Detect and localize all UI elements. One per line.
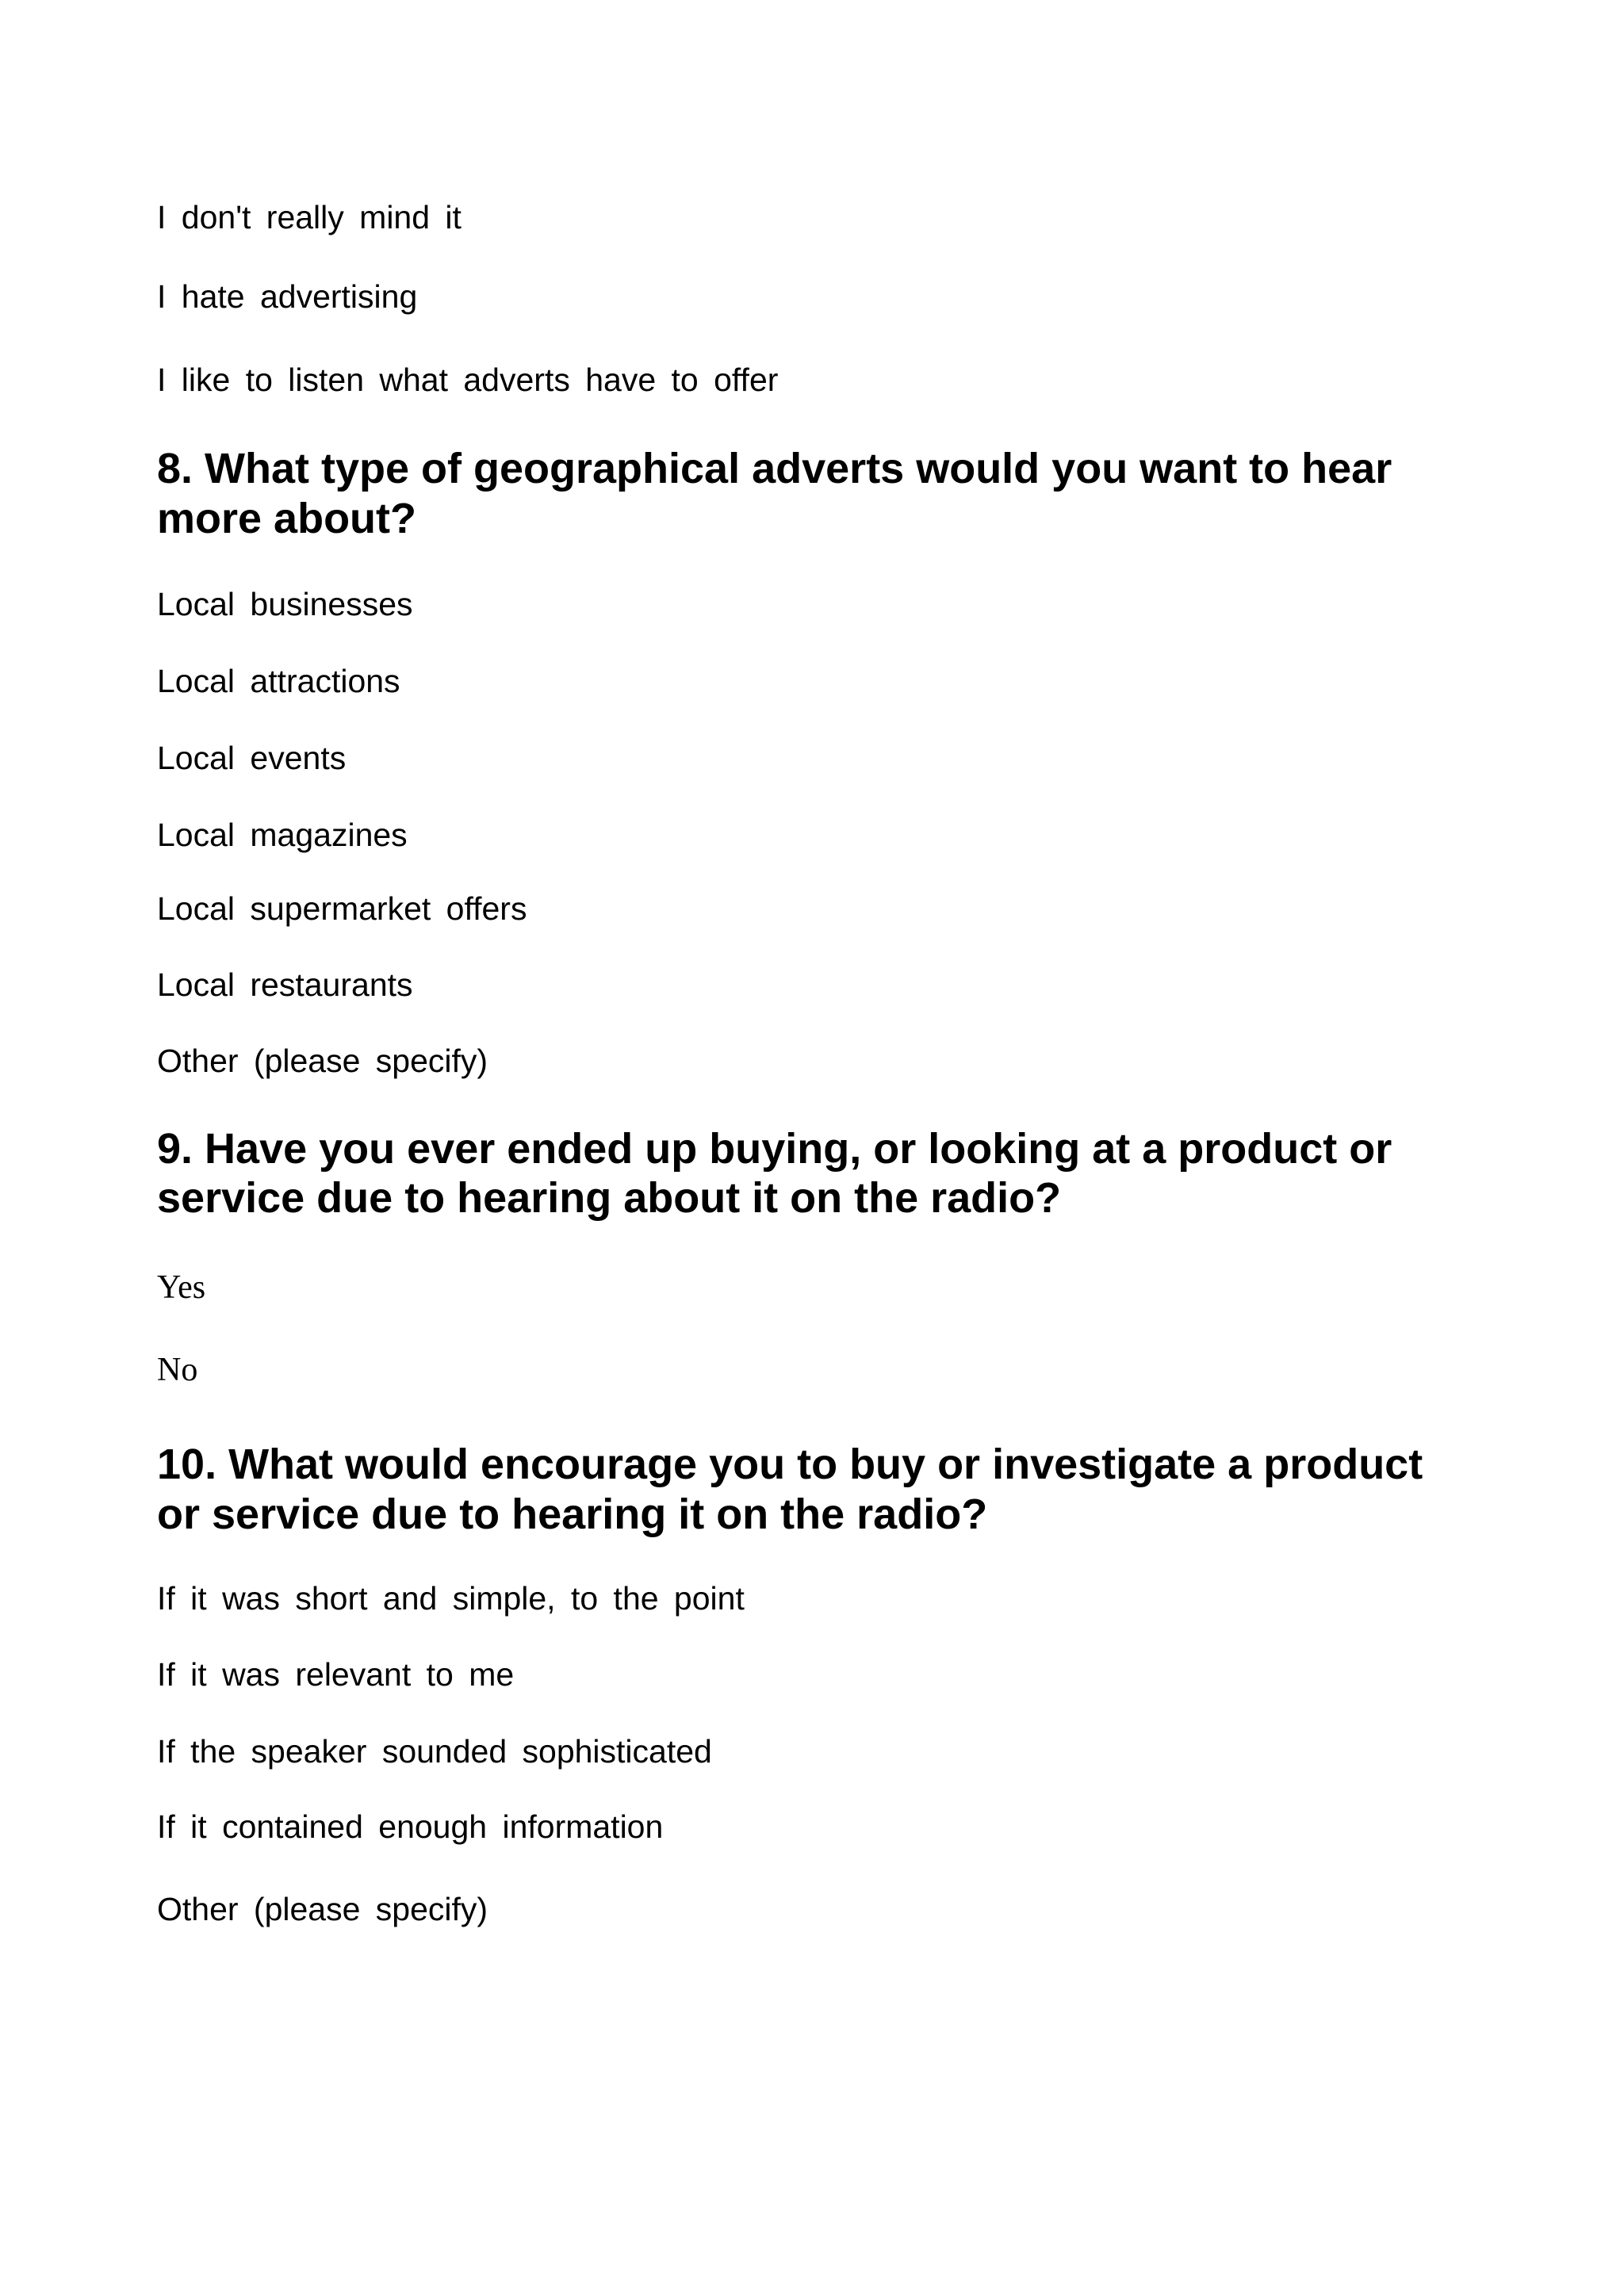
q8-option-local-restaurants: Local restaurants: [157, 966, 413, 1003]
q8-option-local-attractions: Local attractions: [157, 663, 400, 699]
q8-title-line2: more about?: [157, 495, 417, 542]
q10-option-relevant: If it was relevant to me: [157, 1656, 515, 1693]
q7-option-dont-mind: I don't really mind it: [157, 199, 462, 235]
q8-title-line1: 8. What type of geographical adverts would you want to hear: [157, 445, 1392, 492]
q10-option-other: Other (please specify): [157, 1891, 488, 1927]
q10-option-sophisticated: If the speaker sounded sophisticated: [157, 1733, 712, 1770]
q10-title-line2: or service due to hearing it on the radio?: [157, 1490, 988, 1538]
q9-option-yes: Yes: [157, 1269, 206, 1306]
q8-option-local-supermarket-offers: Local supermarket offers: [157, 890, 527, 927]
q7-option-hate-advertising: I hate advertising: [157, 278, 418, 315]
q10-option-enough-information: If it contained enough information: [157, 1808, 664, 1845]
q9-title-line2: service due to hearing about it on the radio?: [157, 1174, 1062, 1222]
q10-option-short-simple: If it was short and simple, to the point: [157, 1580, 745, 1617]
q8-option-local-magazines: Local magazines: [157, 817, 408, 853]
q10-title-line1: 10. What would encourage you to buy or investigate a product: [157, 1441, 1423, 1488]
q9-option-no: No: [157, 1352, 198, 1388]
q8-option-local-events: Local events: [157, 740, 347, 776]
q7-option-like-listen: I like to listen what adverts have to offer: [157, 362, 779, 398]
q8-option-other: Other (please specify): [157, 1043, 488, 1079]
q8-option-local-businesses: Local businesses: [157, 586, 413, 622]
q9-title-line1: 9. Have you ever ended up buying, or looking at a product or: [157, 1125, 1392, 1173]
